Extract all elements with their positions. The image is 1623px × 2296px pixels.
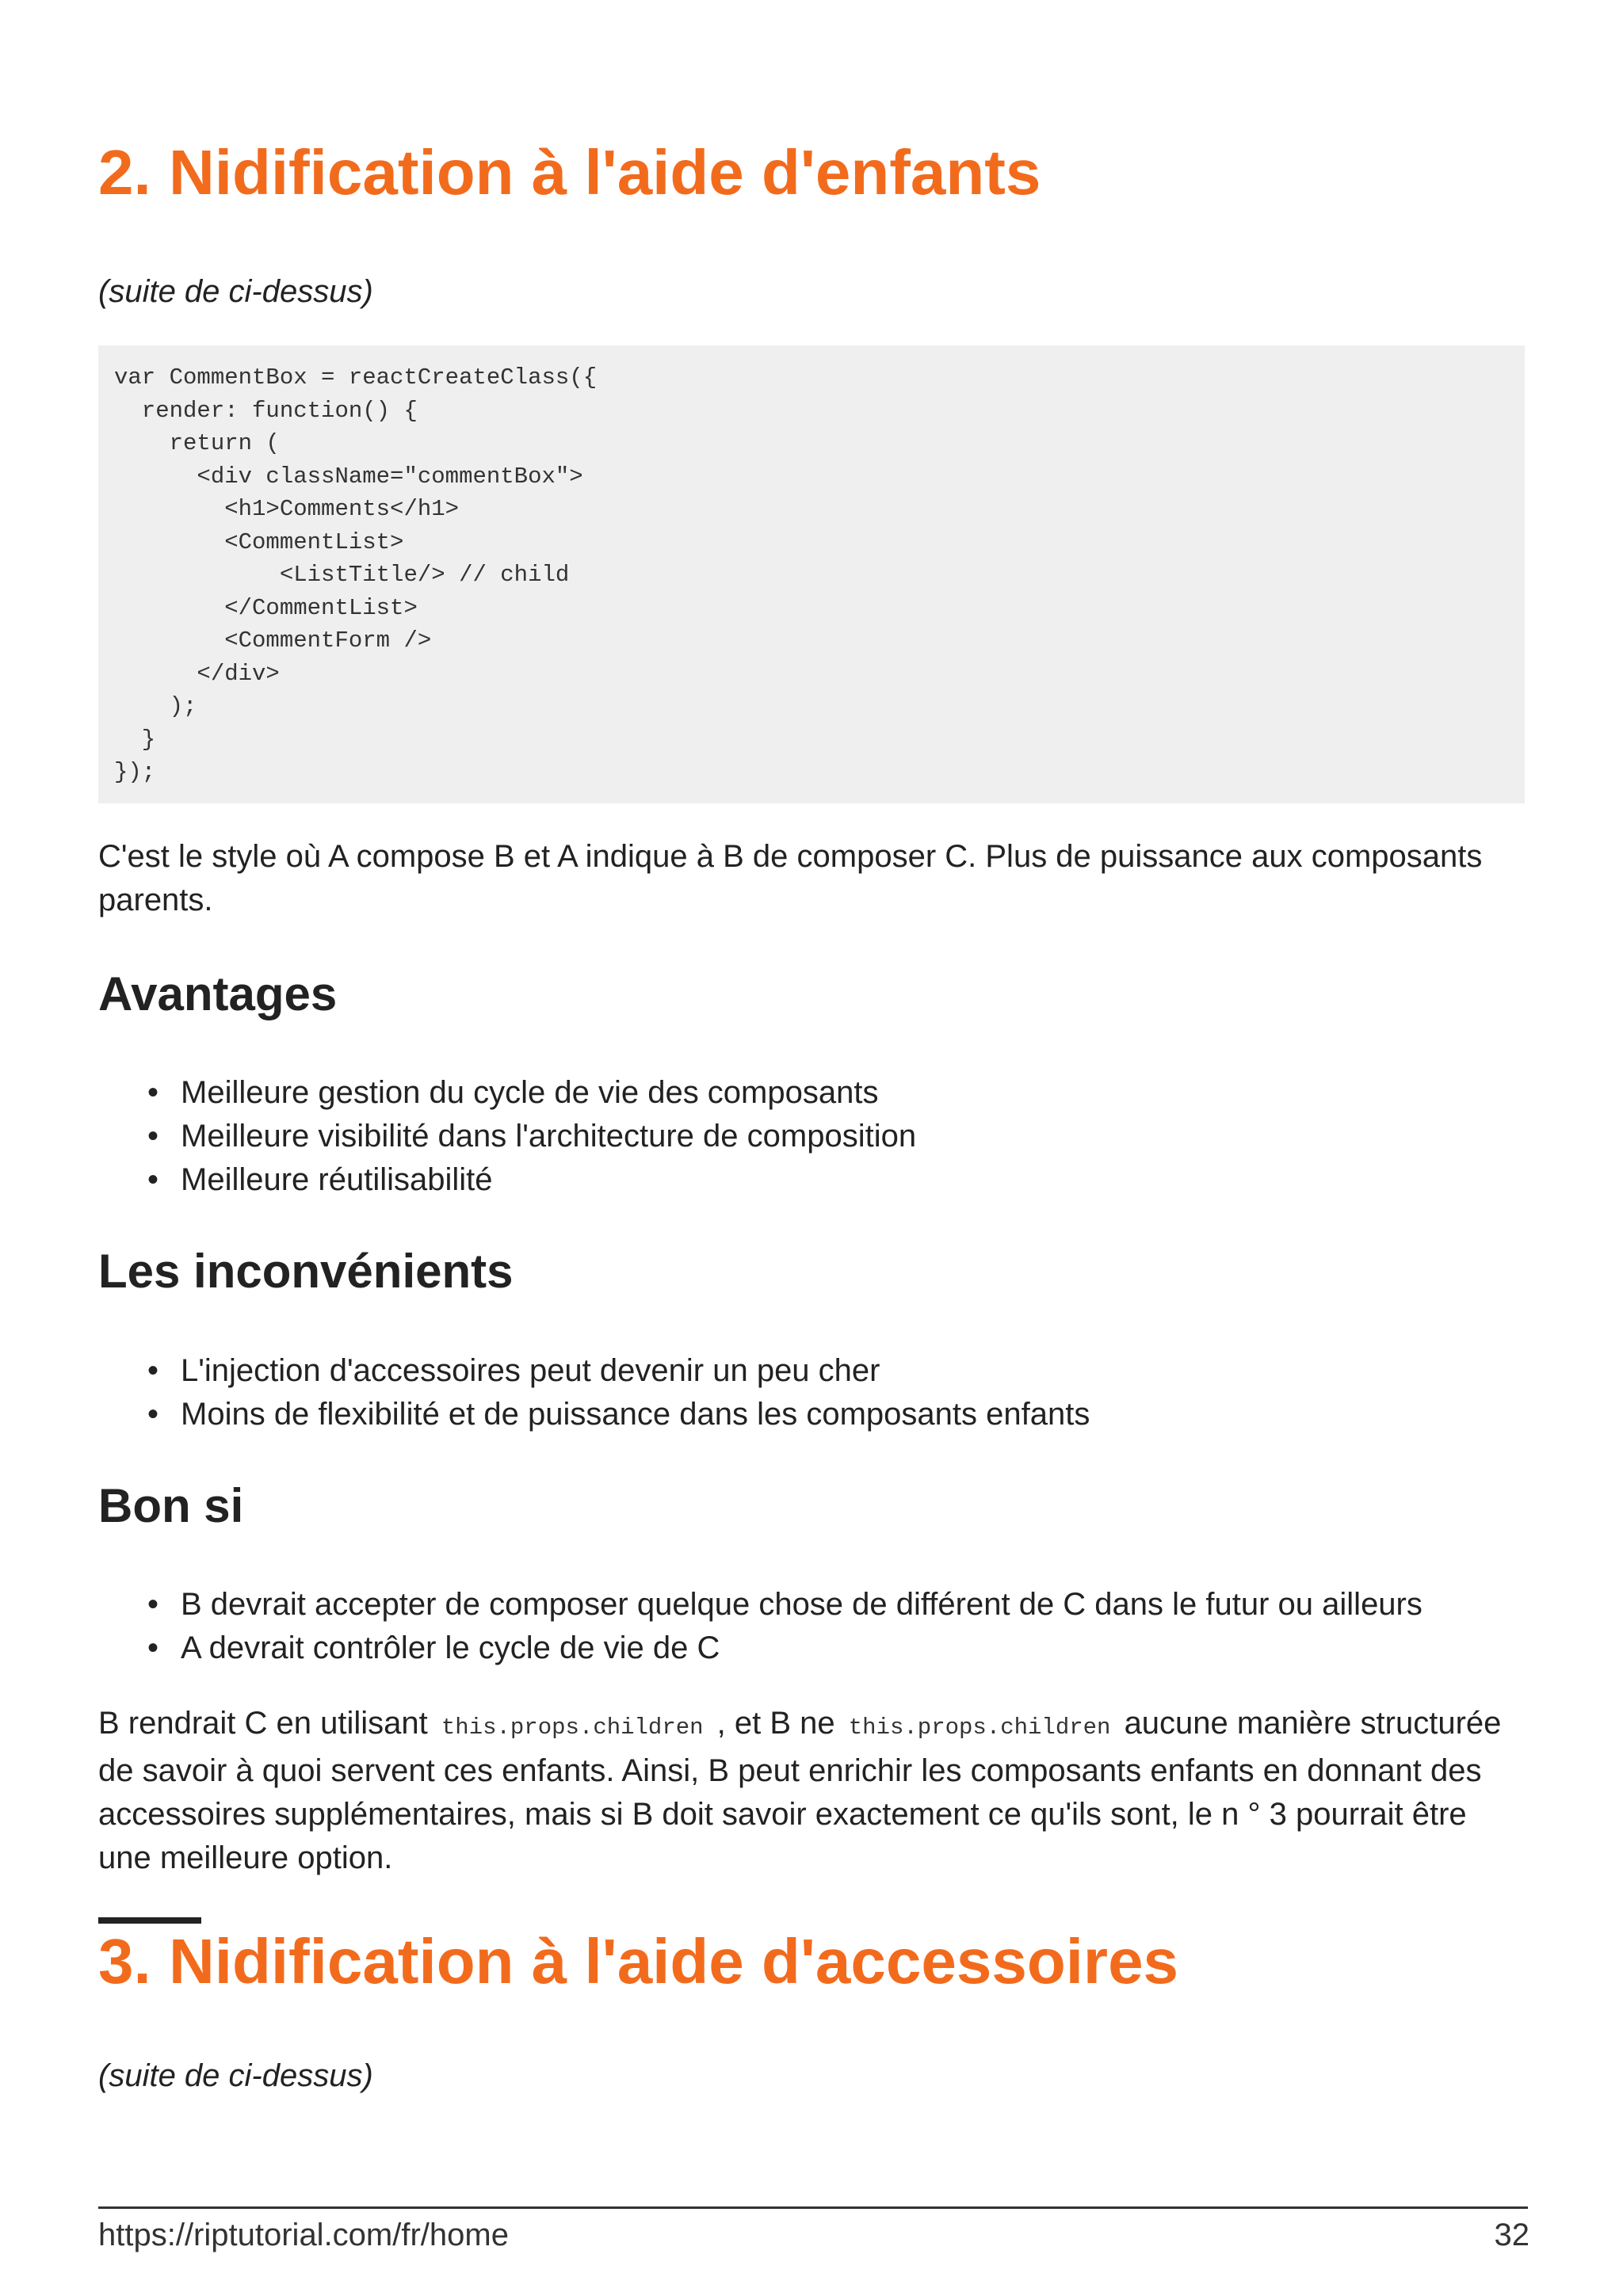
page-number: 32 [1494,2218,1529,2252]
bullet-icon: • [147,1119,159,1154]
section-2-subtitle: (suite de ci-dessus) [98,274,373,309]
intro-paragraph: C'est le style où A compose B et A indique à B de composer C. Plus de puissance aux composants parents. [98,839,1483,917]
bullet-icon: • [147,1397,159,1432]
bullet-icon: • [147,1075,159,1110]
section-2-title: 2. Nidification à l'aide d'enfants [98,137,1041,208]
closing-text-1: B rendrait C en utilisant [98,1706,428,1741]
code-block: var CommentBox = reactCreateClass({ render: function() { return ( <div className="commentBox"> <h1>Comments</h1> <CommentList> <ListTitle/> // child </CommentList> <CommentForm /> </div> ); } }); [98,345,1525,803]
inline-code: this.props.children [848,1714,1111,1741]
closing-paragraph [98,1702,1525,1880]
list-item [98,1583,1525,1627]
list-item-text: Meilleure réutilisabilité [181,1162,493,1197]
bullet-icon: • [147,1587,159,1622]
advantages-list [98,1071,1525,1202]
footer-divider [98,2206,1528,2209]
inline-code: this.props.children [441,1714,704,1741]
footer-url: https://riptutorial.com/fr/home [98,2218,509,2252]
list-item [98,1115,1525,1158]
bullet-icon: • [147,1162,159,1197]
disadvantages-heading: Les inconvénients [98,1245,514,1298]
good-if-list [98,1583,1525,1670]
list-item-text: Moins de flexibilité et de puissance dans les composants enfants [181,1397,1090,1432]
list-item-text: B devrait accepter de composer quelque chose de différent de C dans le futur ou ailleurs [181,1587,1423,1622]
list-item-text: A devrait contrôler le cycle de vie de C [181,1630,720,1665]
list-item-text: Meilleure gestion du cycle de vie des composants [181,1075,879,1110]
list-item [98,1158,1525,1202]
closing-text-2: , et B ne [716,1706,835,1741]
section-3-title: 3. Nidification à l'aide d'accessoires [98,1926,1179,1997]
advantages-heading: Avantages [98,967,338,1020]
section-divider [98,1917,201,1924]
disadvantages-list [98,1349,1525,1436]
section-3-subtitle: (suite de ci-dessus) [98,2058,373,2093]
list-item [98,1071,1525,1115]
good-if-heading: Bon si [98,1479,244,1532]
bullet-icon: • [147,1630,159,1665]
closing-text-3: aucune manière structurée de savoir à quoi servent ces enfants. Ainsi, B peut enrichir les composants enfants en donnant des accessoires supplémentaires, mais si B doit savoir exactement ce qu'ils sont, le n ° 3 pourrait être une meilleure option. [98,1706,1502,1875]
list-item [98,1393,1525,1436]
list-item [98,1349,1525,1393]
list-item [98,1627,1525,1670]
list-item-text: Meilleure visibilité dans l'architecture de composition [181,1119,917,1154]
list-item-text: L'injection d'accessoires peut devenir un peu cher [181,1353,880,1388]
bullet-icon: • [147,1353,159,1388]
